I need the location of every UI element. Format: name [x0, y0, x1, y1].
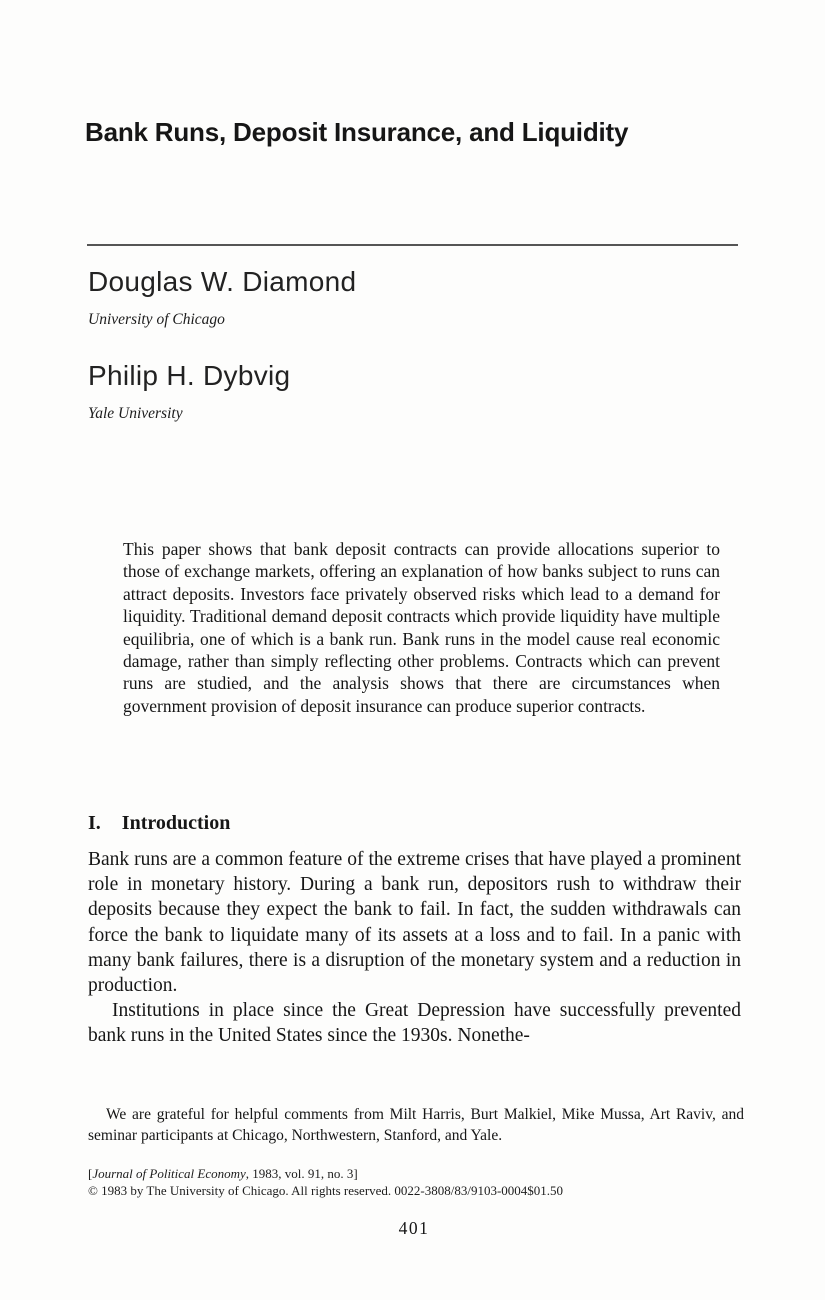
abstract-text: This paper shows that bank deposit contracts can provide allocations superior to those of exchange markets, offering an explanation of how banks subject to runs can attract deposits. Investors face privately observed risks which lead to a demand for liquidity. Traditional demand deposit contracts which provide liquidity have multiple equilibria, one of which is a bank run. Bank runs in the model cause real economic damage, rather than simply reflecting other problems. Contracts which can prevent runs are studied, and the analysis shows that there are circumstances when government provision of deposit insurance can produce superior contracts. [123, 539, 720, 716]
copyright-line: © 1983 by The University of Chicago. All rights reserved. 0022-3808/83/9103-0004$01.50 [88, 1182, 564, 1198]
acknowledgments-footnote: We are grateful for helpful comments from Milt Harris, Burt Malkiel, Mike Mussa, Art Raviv, and seminar participants at Chicago, Northwestern, Stanford, and Yale. [88, 1106, 744, 1144]
section-heading [88, 812, 230, 835]
journal-imprint [88, 1166, 744, 1199]
divider-rule [87, 244, 738, 246]
section-number: I. [88, 812, 101, 834]
section-title: Introduction [121, 812, 231, 834]
author-affiliation: University of Chicago [88, 311, 225, 328]
author-name: Douglas W. Diamond [88, 266, 357, 297]
page-number: 401 [398, 1218, 430, 1238]
article-title: Bank Runs, Deposit Insurance, and Liquidity [85, 117, 629, 148]
body-paragraph: Bank runs are a common feature of the extreme crises that have played a prominent role in monetary history. During a bank run, depositors rush to withdraw their deposits because they expect the bank to fail. In fact, the sudden withdrawals can force the bank to liquidate many of its assets at a loss and to fail. In a panic with many bank failures, there is a disruption of the monetary system and a reduction in production. [88, 849, 741, 997]
journal-citation-line [88, 1166, 744, 1183]
introduction-body [88, 847, 741, 1049]
journal-name: Journal of Political Economy [92, 1166, 246, 1181]
author-block-dybvig [88, 360, 290, 423]
author-block-diamond [88, 266, 356, 329]
citation-rest: , 1983, vol. 91, no. 3] [245, 1166, 358, 1181]
body-paragraph: Institutions in place since the Great Depression have successfully prevented bank runs in the United States since the 1930s. Nonethe- [88, 1000, 741, 1047]
author-name: Philip H. Dybvig [88, 360, 291, 391]
author-affiliation: Yale University [88, 405, 183, 422]
citation-bracket: [ [88, 1166, 93, 1181]
